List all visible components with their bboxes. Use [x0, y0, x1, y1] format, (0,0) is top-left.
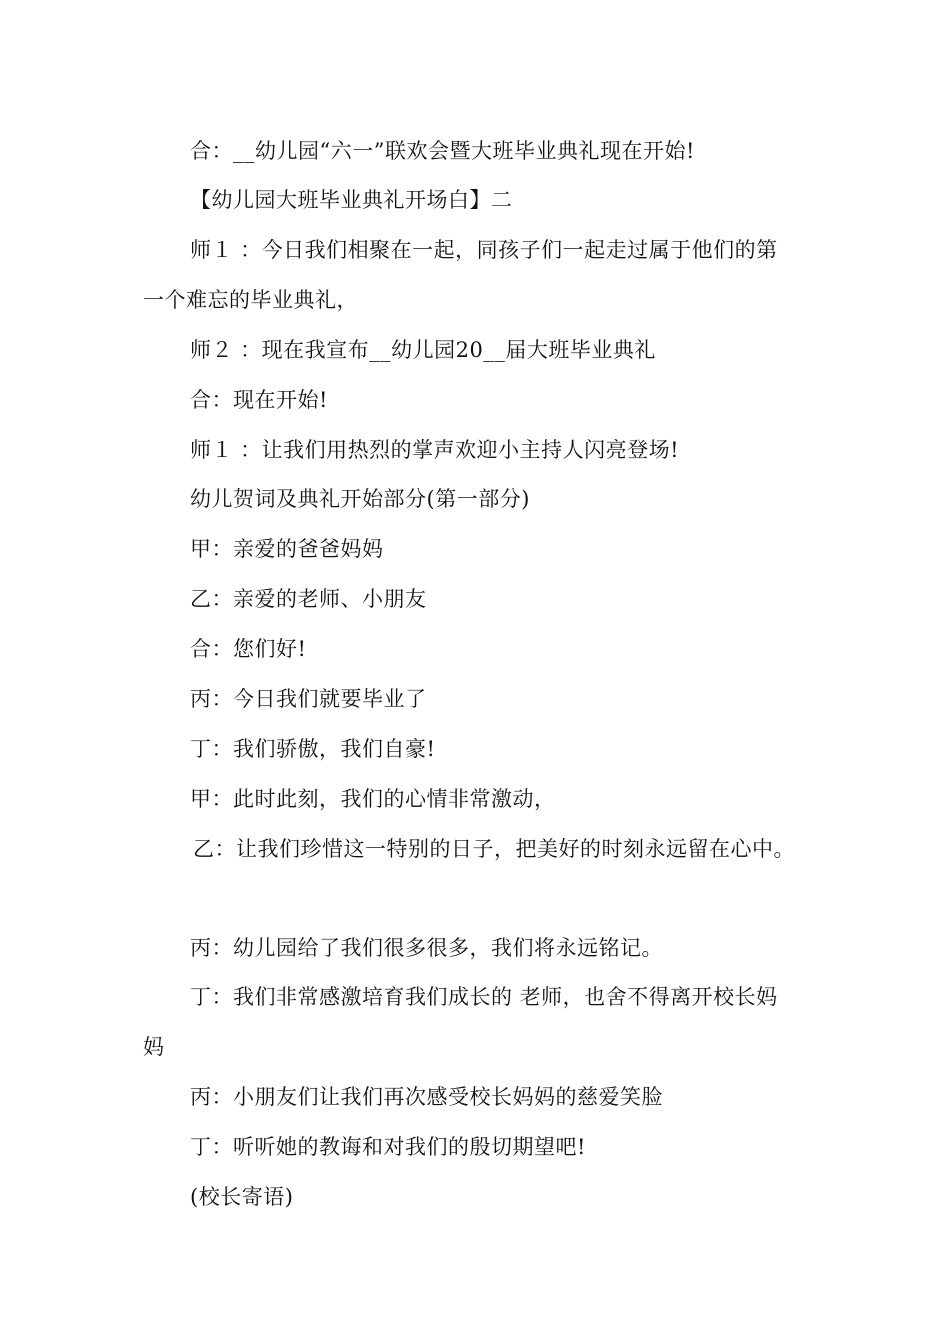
- text-line: 丙：今日我们就要毕业了: [190, 687, 427, 711]
- text-line: 合：您们好!: [190, 637, 307, 661]
- text-line: 乙：让我们珍惜这一特别的日子，把美好的时刻永远留在心中。: [193, 837, 795, 861]
- text-line: 一个难忘的毕业典礼，: [143, 288, 358, 312]
- text-line: 丁：我们非常感激培育我们成长的 老师，也舍不得离开校长妈: [190, 985, 778, 1009]
- text-line: 幼儿贺词及典礼开始部分(第一部分): [190, 487, 530, 511]
- text-line: 丁：听听她的教诲和对我们的殷切期望吧!: [190, 1135, 586, 1159]
- text-line: 合：现在开始!: [190, 388, 328, 412]
- text-line: 甲：此时此刻，我们的心情非常激动，: [190, 787, 556, 811]
- text-line: 师１ ：让我们用热烈的掌声欢迎小主持人闪亮登场!: [190, 438, 680, 462]
- text-line: 甲：亲爱的爸爸妈妈: [190, 537, 384, 561]
- text-line: 丙：小朋友们让我们再次感受校长妈妈的慈爱笑脸: [190, 1085, 663, 1109]
- text-line: 丁：我们骄傲，我们自豪!: [190, 737, 436, 761]
- text-line: 合：__幼儿园“六一”联欢会暨大班毕业典礼现在开始!: [190, 139, 695, 163]
- text-line: 师１ ：今日我们相聚在一起，同孩子们一起走过属于他们的第: [190, 238, 778, 262]
- text-line: 丙：幼儿园给了我们很多很多，我们将永远铭记。: [190, 936, 663, 960]
- text-line: 妈: [143, 1035, 165, 1059]
- section-heading: 【幼儿园大班毕业典礼开场白】二: [190, 188, 513, 212]
- text-line: (校长寄语): [190, 1185, 294, 1209]
- text-line: 乙：亲爱的老师、小朋友: [190, 587, 427, 611]
- text-line: 师２ ：现在我宣布__幼儿园20__届大班毕业典礼: [190, 338, 656, 362]
